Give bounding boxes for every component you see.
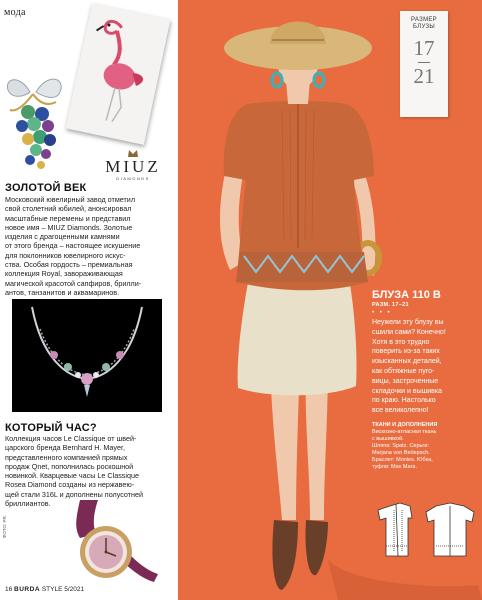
article1-line: магической красотой сапфиров, брилли- xyxy=(5,278,142,288)
article1-line: для поклонников ювелирного искус- xyxy=(5,250,126,260)
blouse-title: БЛУЗА 110 В xyxy=(372,289,441,301)
technical-drawing xyxy=(376,500,476,562)
blouse-desc-line: Хотя в это трудно xyxy=(372,338,430,346)
size-card xyxy=(400,11,448,117)
miuz-logo xyxy=(98,148,168,181)
logo-name: MIUZ xyxy=(105,157,161,176)
blouse-description xyxy=(372,318,472,416)
article1-title: ЗОЛОТОЙ ВЕК xyxy=(5,182,87,194)
article2-line: представленного компанией прямых xyxy=(5,452,128,462)
size-to: 21 xyxy=(413,64,435,88)
size-label-line2: БЛУЗЫ xyxy=(413,24,435,30)
article2-line: Rosea Diamond созданы из нержавею- xyxy=(5,480,135,490)
article1-line: свой столетний юбилей, анонсировал xyxy=(5,204,132,214)
page-folio xyxy=(5,586,84,593)
left-column xyxy=(0,0,178,600)
size-dash xyxy=(418,62,430,63)
section-tag: мода xyxy=(4,7,26,18)
article2-line: продаж Qnet, пополнилась роскошной xyxy=(5,461,134,471)
blouse-desc-line: складочки и вышивка xyxy=(372,387,442,395)
page-number: 16 xyxy=(5,586,13,593)
flamingo-brooch-photo xyxy=(66,3,171,145)
blouse-desc-line: сшили сами? Конечно! xyxy=(372,328,446,336)
article2-line: бриллиантов. xyxy=(5,499,51,509)
necklace-icon xyxy=(12,299,162,412)
blouse-desc-line: вицы, застроченные xyxy=(372,377,439,385)
difficulty-dots: • • • xyxy=(372,310,392,316)
fabric-line: Шляпа: Spatz. Серьги: xyxy=(372,443,430,449)
size-label-line1: РАЗМЕР xyxy=(411,17,437,23)
article1-line: антов, танзанитов и аквамаринов. xyxy=(5,287,120,297)
blouse-desc-line: как обтяжные пуго- xyxy=(372,367,435,375)
blouse-desc-line: изысканных деталей, xyxy=(372,358,442,366)
article1-line: изделия с драгоценными камнями xyxy=(5,232,120,242)
necklace-photo xyxy=(12,299,162,412)
article2-line: новинкой. Кварцевые часы Le Classique xyxy=(5,471,139,481)
magazine-issue: STYLE 5/2021 xyxy=(41,586,85,593)
article2-line: щей стали 316L и дополнены полусотней xyxy=(5,489,144,499)
fabric-line: Marjana von Berlepsch. xyxy=(372,450,430,456)
fabric-text xyxy=(372,429,472,471)
article1-body xyxy=(5,195,177,297)
fabric-title: ТКАНИ И ДОПОЛНЕНИЯ xyxy=(372,422,438,428)
blouse-desc-line: Неужели эту блузу вы xyxy=(372,319,444,326)
article2-title: КОТОРЫЙ ЧАС? xyxy=(5,422,97,434)
article1-line: коллекция Royal, завораживающая xyxy=(5,269,123,279)
photo-credit: ФОТО: PR. xyxy=(2,515,7,538)
fabric-line: туфли: Max Mara. xyxy=(372,464,417,470)
article1-line: от этого бренда – настоящее искушение xyxy=(5,241,141,251)
watch-image xyxy=(50,498,160,590)
blouse-desc-line: все великолепно! xyxy=(372,407,429,415)
article1-line: новое имя – MIUZ Diamonds. Золотые xyxy=(5,222,133,232)
article1-line: Московский ювелирный завод отметил xyxy=(5,195,136,204)
article1-line: масштабные перемены и представил xyxy=(5,213,131,223)
fabric-line: Вискозно-атласная ткань xyxy=(372,429,437,435)
fabric-line: с вышивкой. xyxy=(372,436,404,442)
magazine-brand: BURDA xyxy=(14,586,41,593)
article2-line: царского бренда Bernhard H. Mayer, xyxy=(5,443,125,453)
size-from: 17 xyxy=(413,36,435,60)
blouse-desc-line: поверить из-за таких xyxy=(372,348,440,356)
blouse-size: РАЗМ. 17–21 xyxy=(372,302,409,308)
article1-line: ства. Особая гордость – премиальная xyxy=(5,260,133,270)
flamingo-brooch-icon xyxy=(66,3,171,145)
article2-line: Коллекция часов Le Classique от швей- xyxy=(5,434,137,443)
blouse-desc-line: по краю. Настолько xyxy=(372,397,436,405)
logo-sub: DIAMONDS xyxy=(116,176,150,181)
fabric-line: Браслет: Monies. Юбка, xyxy=(372,457,433,463)
